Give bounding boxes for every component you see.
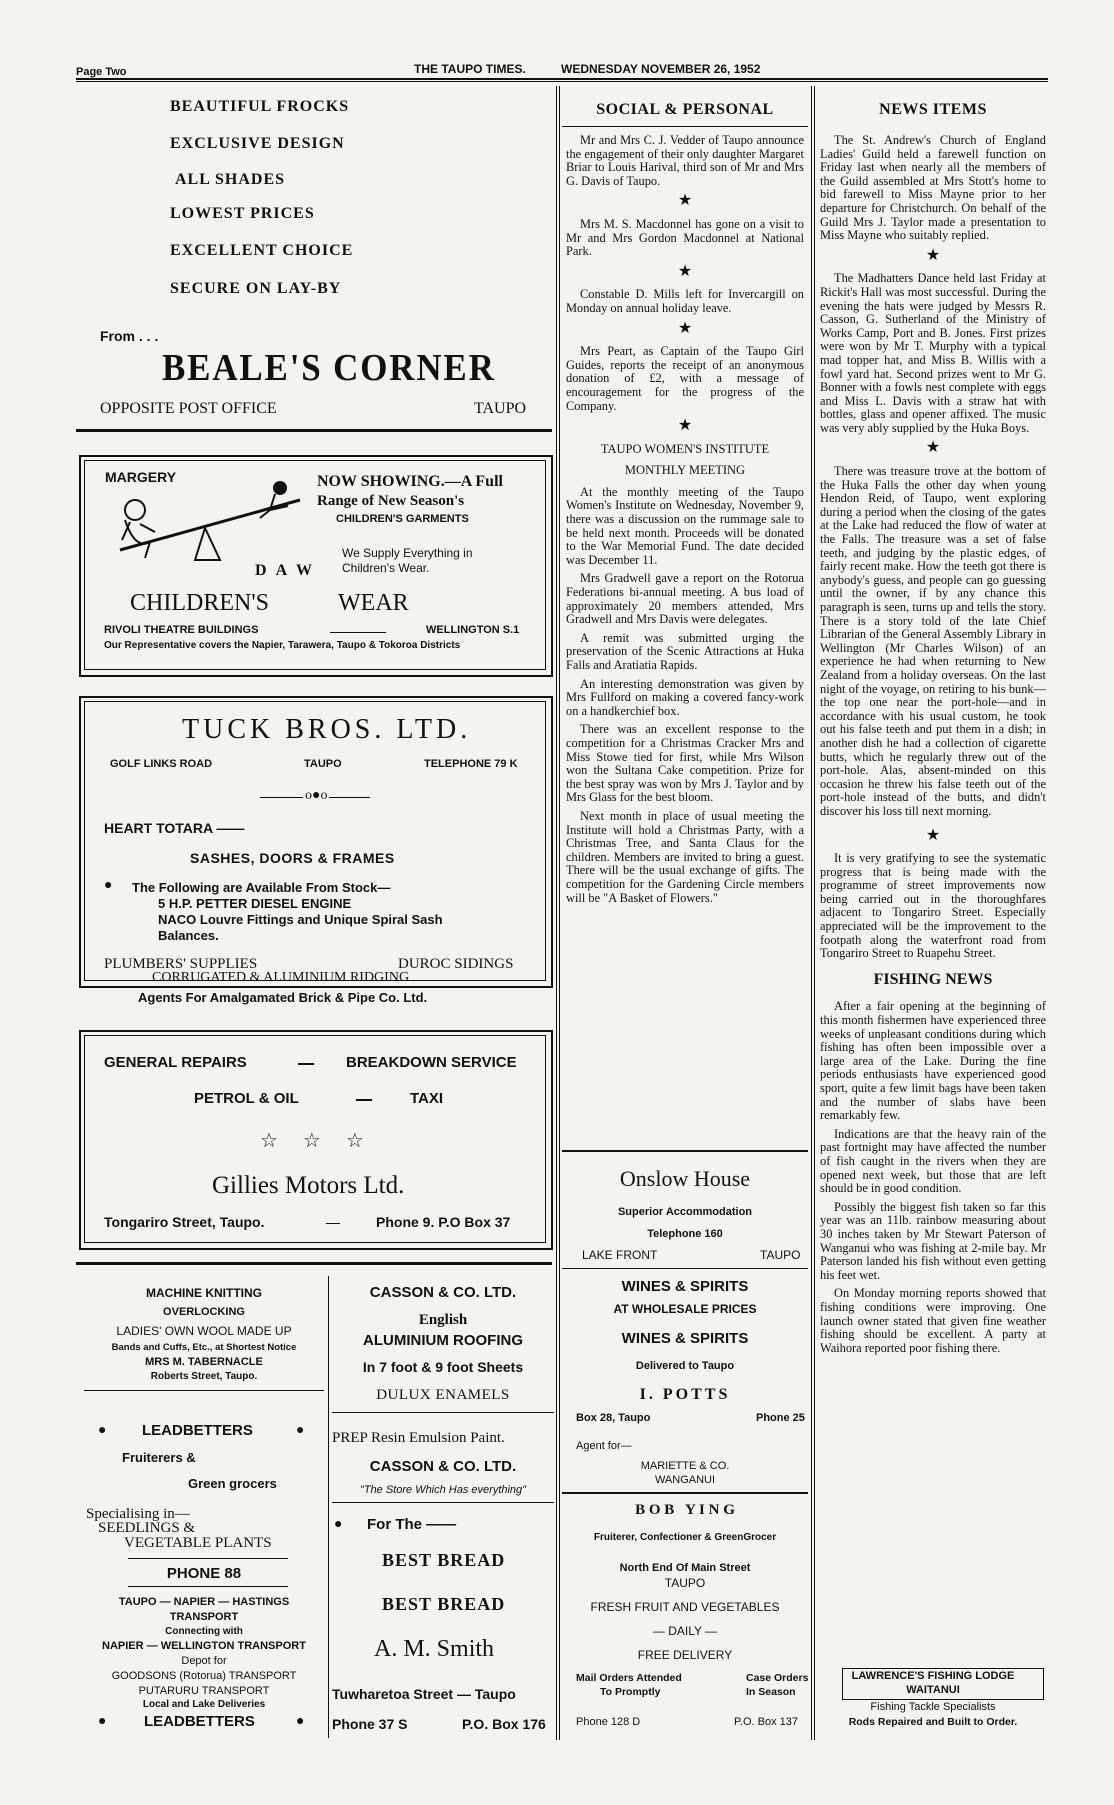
leadbetters-transport-2: TRANSPORT	[169, 1611, 239, 1623]
bullet-icon: ●	[296, 1423, 305, 1438]
potts-rule	[562, 1492, 808, 1494]
beales-line-2: EXCLUSIVE DESIGN	[170, 135, 345, 152]
potts-box: Box 28, Taupo	[576, 1412, 651, 1424]
star-icon: ★	[677, 417, 693, 435]
tuck-engine: 5 H.P. PETTER DIESEL ENGINE	[158, 896, 352, 911]
margery-address: RIVOLI THEATRE BUILDINGS	[104, 624, 259, 636]
fishing-paragraph: After a fair opening at the beginning of this month fishermen have experienced three weeks of unpleasant conditions during which fishing has often been impossible over a large area of the Lake. During the fine periods enthusiasts have experienced good sport, quite a few limit bags have been taken and the number of slabs have been remarkably few.	[820, 999, 1046, 1123]
gillies-dash-1	[298, 1063, 314, 1065]
potts-wholesale: AT WHOLESALE PRICES	[613, 1302, 757, 1316]
beales-line-1: BEAUTIFUL FROCKS	[170, 98, 350, 115]
tuck-sashes: SASHES, DOORS & FRAMES	[190, 850, 395, 866]
bobying-mail-2: To Promptly	[600, 1686, 661, 1698]
wi-paragraph: An interesting demonstration was given by Mrs Fullford on making a covered fancy-work on a handkerchief box.	[566, 676, 804, 718]
bobying-name: B O B Y I N G	[635, 1502, 735, 1518]
bobying-free: FREE DELIVERY	[637, 1648, 733, 1662]
issue-date: WEDNESDAY NOVEMBER 26, 1952	[561, 62, 761, 76]
tuck-name: TUCK BROS. LTD.	[182, 714, 472, 745]
star-icon: ★	[677, 192, 693, 210]
gillies-dash-2	[356, 1099, 372, 1101]
seesaw-children-illustration	[110, 480, 310, 570]
column-divider-1b	[559, 86, 560, 1740]
wi-paragraph: There was an excellent response to the competition for a Christmas Cracker Mrs and Miss Stowe tied for first, while Mrs Wilson won the Sultana Cake competition. Prize for the best spray was won by Mrs J. Taylor and by Mrs Glass for the best bloom.	[566, 722, 804, 805]
header-rule-2	[76, 81, 1048, 82]
star-icon: ★	[677, 319, 693, 337]
potts-phone: Phone 25	[756, 1412, 805, 1424]
gillies-street: Tongariro Street, Taupo.	[104, 1214, 265, 1230]
margery-wear: WEAR	[338, 590, 409, 616]
smith-phone: Phone 37 S	[332, 1716, 408, 1732]
social-column	[566, 134, 804, 910]
lawrence-place: WAITANUI	[906, 1684, 960, 1696]
bottom-ads-rule	[76, 1262, 552, 1265]
beales-line-3: ALL SHADES	[175, 171, 286, 188]
casson-store: "The Store Which Has everything"	[359, 1484, 527, 1496]
knitting-street: Roberts Street, Taupo.	[150, 1371, 258, 1382]
tuck-totara: HEART TOTARA ——	[104, 820, 245, 836]
bobying-mail-1: Mail Orders Attended	[576, 1672, 682, 1684]
leadbetters-green: Green grocers	[188, 1476, 277, 1491]
knitting-title: MACHINE KNITTING	[146, 1286, 262, 1300]
fishing-paragraph: Indications are that the heavy rain of the past fortnight may have affected the number of fish caught in the rivers when they are opened next week, but those that are left should be in good condition.	[820, 1126, 1046, 1196]
potts-wines-1: WINES & SPIRITS	[621, 1278, 749, 1295]
leadbetters-name: LEADBETTERS	[142, 1422, 253, 1439]
casson-name: CASSON & CO. LTD.	[369, 1284, 517, 1301]
knitting-name: MRS M. TABERNACLE	[145, 1356, 263, 1368]
knitting-ladies: LADIES' OWN WOOL MADE UP	[116, 1324, 292, 1338]
small-ads-divider	[328, 1276, 329, 1738]
wi-paragraph: Next month in place of usual meeting the Institute will hold a Christmas Party, with a Christmas Tree, and Santa Claus for the children. Members are invited to bring a guest. There will be the usual exchange of gifts. The competition for the Gardening Circle members will be "A Basket of Flowers."	[566, 808, 804, 905]
star-icon: ★	[677, 262, 693, 280]
bullet-icon: ●	[98, 1423, 107, 1438]
social-item: Mrs M. S. Macdonnel has gone on a visit to Mr and Mrs Gordon Macdonnel at National Park.	[566, 216, 804, 259]
gillies-taxi: TAXI	[410, 1090, 444, 1107]
page-number: Page Two	[76, 66, 127, 78]
news-column	[820, 134, 1046, 1360]
tuck-corrugated: CORRUGATED & ALUMINIUM RIDGING	[152, 970, 410, 985]
beales-from: From . . .	[100, 328, 159, 344]
lawrence-tackle: Fishing Tackle Specialists	[870, 1701, 996, 1713]
leadbetters-rule-1	[128, 1558, 288, 1559]
leadbetters-name-2: LEADBETTERS	[144, 1713, 255, 1730]
onslow-telephone: Telephone 160	[647, 1228, 723, 1240]
casson-prep: PREP Resin Emulsion Paint.	[332, 1430, 505, 1446]
social-item: Constable D. Mills left for Invercargill on Monday on annual holiday leave.	[566, 287, 804, 315]
gillies-petrol: PETROL & OIL	[194, 1090, 299, 1107]
smith-best-1: BEST BREAD	[382, 1550, 506, 1570]
lawrence-name: LAWRENCE'S FISHING LODGE	[851, 1670, 1015, 1682]
margery-now-showing: NOW SHOWING.—A Full	[317, 473, 503, 490]
bobying-taupo: TAUPO	[664, 1576, 706, 1590]
smith-name: A. M. Smith	[374, 1636, 495, 1662]
casson-name-2: CASSON & CO. LTD.	[369, 1458, 517, 1475]
beales-line-5: EXCELLENT CHOICE	[170, 242, 354, 259]
column-divider-2b	[814, 86, 815, 1740]
margery-name: MARGERY	[105, 469, 177, 485]
fishing-paragraph: On Monday morning reports showed that fishing conditions were improving. One launch owner stated that given fine weather fishing should be excellent. A party at Waihora reported poor fishing there.	[820, 1286, 1046, 1355]
margery-supply-1: We Supply Everything in	[342, 546, 473, 560]
onslow-taupo: TAUPO	[760, 1248, 801, 1262]
wi-paragraph: A remit was submitted urging the preservation of the Scenic Attractions at Huka Falls and Aratiatia Rapids.	[566, 630, 804, 672]
casson-rule	[332, 1412, 554, 1413]
social-item: Mrs Peart, as Captain of the Taupo Girl Guides, reports the receipt of an anonymous donation of £2, with a message of encouragement for the progress of the Company.	[566, 344, 804, 413]
casson-rule-2	[332, 1502, 554, 1503]
casson-dulux: DULUX ENAMELS	[376, 1387, 510, 1403]
tuck-duroc: DUROC SIDINGS	[398, 956, 514, 972]
leadbetters-local: Local and Lake Deliveries	[142, 1699, 266, 1710]
news-item: The Madhatters Dance held last Friday at Rickit's Hall was most successful. During the evening the hats were judged by Messrs R. Casson, G. Sutherland of the Ministry of Works Camp, Port and B. Jones. First prizes were won by Mr T. Murphy with a typical mad topper hat, and Miss B. Willis with a fowl yard hat. Second prizes went to Mr G. Bonner with a fowls nest complete with eggs and Miss L. Davis with a straw hat with bottles, glass and opener affixed. The music was very ably supplied by the Huka Boys.	[820, 271, 1046, 435]
margery-rep: Our Representative covers the Napier, Tarawera, Taupo & Tokoroa Districts	[104, 640, 461, 651]
smith-box: P.O. Box 176	[462, 1716, 546, 1732]
margery-city: WELLINGTON S.1	[426, 624, 520, 636]
tuck-phone: TELEPHONE 79 K	[424, 758, 518, 770]
beales-name: BEALE'S CORNER	[162, 347, 496, 389]
bullet-icon: ●	[98, 1714, 107, 1729]
potts-name: I. POTTS	[639, 1386, 731, 1403]
gillies-dash-3	[326, 1223, 340, 1224]
bobying-daily: — DAILY —	[652, 1624, 718, 1638]
news-item: The St. Andrew's Church of England Ladies' Guild held a farewell function on Friday last when nearly all the members of the Guild assembled at Mrs Stott's home to bid farewell to Miss Mayne prior to her departure for Christchurch. On behalf of the Guild Mrs J. Taylor made a presentation to Miss Mayne who suitably replied.	[820, 133, 1046, 243]
casson-english: English	[418, 1312, 468, 1328]
tuck-town: TAUPO	[304, 758, 342, 770]
onslow-rule	[562, 1268, 808, 1269]
news-item: It is very gratifying to see the systematic progress that is being made with the programme of street improvements now being carried out in the thoroughfares adjacent to Tongariro Street. Especially appreciated will be the improvement to the footpath along the waterfront road from Tongariro Street to Ruapehu Street.	[820, 851, 1046, 961]
masthead: THE TAUPO TIMES.	[414, 62, 526, 76]
tuck-agents: Agents For Amalgamated Brick & Pipe Co. Ltd.	[138, 990, 428, 1005]
star-icon: ★	[925, 439, 941, 457]
wi-paragraph: At the monthly meeting of the Taupo Women's Institute on Wednesday, November 9, there was a discussion on the rummage sale to be held next month. Proceeds will be donated to the War Memorial Fund. The date decided was December 11.	[566, 484, 804, 567]
bobying-case-1: Case Orders	[746, 1672, 809, 1684]
column-divider-2	[811, 86, 812, 1740]
tuck-ornament: o●o	[305, 788, 328, 803]
tuck-following: The Following are Available From Stock—	[132, 880, 391, 895]
smith-street: Tuwharetoa Street — Taupo	[332, 1686, 516, 1702]
potts-wines-2: WINES & SPIRITS	[621, 1330, 749, 1347]
tuck-balances: Balances.	[158, 928, 219, 943]
margery-supply-2: Children's Wear.	[342, 561, 430, 575]
wi-title: TAUPO WOMEN'S INSTITUTE	[600, 441, 770, 456]
gillies-name: Gillies Motors Ltd.	[212, 1172, 405, 1199]
star-icon: ★	[925, 826, 941, 844]
leadbetters-fruit: Fruiterers &	[122, 1450, 196, 1465]
potts-wanganui: WANGANUI	[654, 1474, 716, 1486]
leadbetters-depot: Depot for	[181, 1655, 227, 1667]
bobying-box: P.O. Box 137	[734, 1716, 799, 1728]
bobying-fresh: FRESH FRUIT AND VEGETABLES	[590, 1600, 780, 1614]
wi-paragraph: Mrs Gradwell gave a report on the Rotorua Federations bi-annual meeting. A bus load of approximately 20 members attended, Mrs Gradwell and Mrs Davis were delegates.	[566, 571, 804, 627]
bobying-phone: Phone 128 D	[576, 1716, 641, 1728]
margery-dash	[330, 632, 386, 633]
beales-address: OPPOSITE POST OFFICE	[100, 400, 277, 417]
header-rule	[76, 78, 1048, 80]
potts-delivered: Delivered to Taupo	[635, 1360, 735, 1372]
casson-sizes: In 7 foot & 9 foot Sheets	[362, 1359, 524, 1375]
social-title: SOCIAL & PERSONAL	[596, 101, 774, 118]
news-item: There was treasure trove at the bottom of the Huka Falls the other day when young Hendon Reid, of Taupo, went exploring during a period when the closing of the gates at the Lake had reduced the flow of water at the Falls. The treasure was a set of false teeth, and judging by the plastic edges, of fairly recent make. How the teeth got there is anybody's guess, and people can go guessing until the owner, if by any chance this paragraph is seen, turns up and tells the story. There is a story told of the late Chief Librarian of the General Assembly Library in Wellington (Mr Charles Wilson) of an experience he had when returning to New Zealand from a holiday overseas. On the last night of the voyage, on retiring to his bunk—the top one near the port-hole—and in accordance with his usual custom, he took out his false teeth and put them in a dish; in another dish he had a collection of cigarette butts, which he regularly threw out of the port-hole. Alas, absent-minded on this occasion he threw his false teeth out of the port-hole instead of the butts, and didn't discover his loss till next morning.	[820, 464, 1046, 818]
social-end-rule	[562, 1150, 808, 1152]
bullet-icon: ●	[104, 878, 113, 893]
margery-childrens: CHILDREN'S	[130, 590, 269, 616]
news-title: NEWS ITEMS	[879, 101, 987, 118]
column-divider-1	[556, 86, 557, 1740]
onslow-name: Onslow House	[619, 1166, 751, 1191]
tuck-road: GOLF LINKS ROAD	[110, 758, 213, 770]
knitting-rule	[84, 1390, 324, 1391]
leadbetters-spec-3: VEGETABLE PLANTS	[124, 1535, 272, 1551]
star-icon: ★	[925, 246, 941, 264]
gillies-repairs: GENERAL REPAIRS	[104, 1054, 247, 1071]
leadbetters-spec-2: SEEDLINGS &	[98, 1520, 196, 1536]
margery-range: Range of New Season's	[317, 493, 465, 509]
beales-line-4: LOWEST PRICES	[170, 205, 315, 222]
social-item: Mr and Mrs C. J. Vedder of Taupo announce the engagement of their only daughter Margaret Briar to Louis Harival, third son of Mr and Mrs G. Davis of Taupo.	[566, 133, 804, 188]
tuck-plumbers: PLUMBERS' SUPPLIES	[104, 956, 258, 972]
smith-best-2: BEST BREAD	[382, 1594, 506, 1614]
beales-rule	[76, 429, 552, 432]
leadbetters-putaruru: PUTARURU TRANSPORT	[138, 1685, 270, 1697]
leadbetters-connecting: Connecting with	[165, 1626, 243, 1637]
leadbetters-rule-2	[128, 1586, 288, 1587]
leadbetters-phone: PHONE 88	[166, 1565, 242, 1582]
smith-for: For The ——	[367, 1516, 457, 1533]
beales-town: TAUPO	[474, 400, 527, 417]
leadbetters-wellington: NAPIER — WELLINGTON TRANSPORT	[102, 1640, 306, 1652]
tuck-naco: NACO Louvre Fittings and Unique Spiral Sash	[158, 912, 443, 927]
potts-mariette: MARIETTE & CO.	[640, 1460, 730, 1472]
bobying-case-2: In Season	[746, 1686, 796, 1698]
bobying-trade: Fruiterer, Confectioner & GreenGrocer	[593, 1532, 777, 1543]
onslow-lake: LAKE FRONT	[582, 1248, 658, 1262]
star-outline-icons: ☆ ☆ ☆	[260, 1130, 364, 1152]
gillies-phone: Phone 9. P.O Box 37	[376, 1214, 511, 1230]
potts-agent: Agent for—	[576, 1440, 632, 1452]
leadbetters-transport-1: TAUPO — NAPIER — HASTINGS	[118, 1596, 290, 1608]
wi-subtitle: MONTHLY MEETING	[624, 463, 746, 478]
bobying-north: North End Of Main Street	[619, 1562, 751, 1574]
knitting-bands: Bands and Cuffs, Etc., at Shortest Notice	[111, 1342, 297, 1353]
margery-daw: D A W	[255, 562, 316, 579]
beales-line-6: SECURE ON LAY-BY	[170, 280, 342, 297]
casson-aluminium: ALUMINIUM ROOFING	[363, 1332, 523, 1349]
margery-garments: CHILDREN'S GARMENTS	[336, 513, 469, 525]
onslow-superior: Superior Accommodation	[617, 1206, 753, 1218]
fishing-paragraph: Possibly the biggest fish taken so far this year was an 11lb. rainbow measuring about 30 inches taken by Mr Stewart Paterson of Wanganui who was fishing at 2-mile bay. Mr Paterson landed his fish without even getting his feet wet.	[820, 1199, 1046, 1282]
lawrence-rods: Rods Repaired and Built to Order.	[848, 1716, 1018, 1728]
leadbetters-spec-1: Specialising in—	[86, 1506, 190, 1522]
social-title-rule	[562, 126, 808, 127]
bullet-icon: ●	[296, 1714, 305, 1729]
fishing-title: FISHING NEWS	[873, 970, 993, 988]
gillies-breakdown: BREAKDOWN SERVICE	[346, 1054, 517, 1071]
leadbetters-goodsons: GOODSONS (Rotorua) TRANSPORT	[111, 1670, 297, 1682]
knitting-overlocking: OVERLOCKING	[163, 1306, 245, 1318]
bullet-icon: ●	[334, 1517, 343, 1532]
